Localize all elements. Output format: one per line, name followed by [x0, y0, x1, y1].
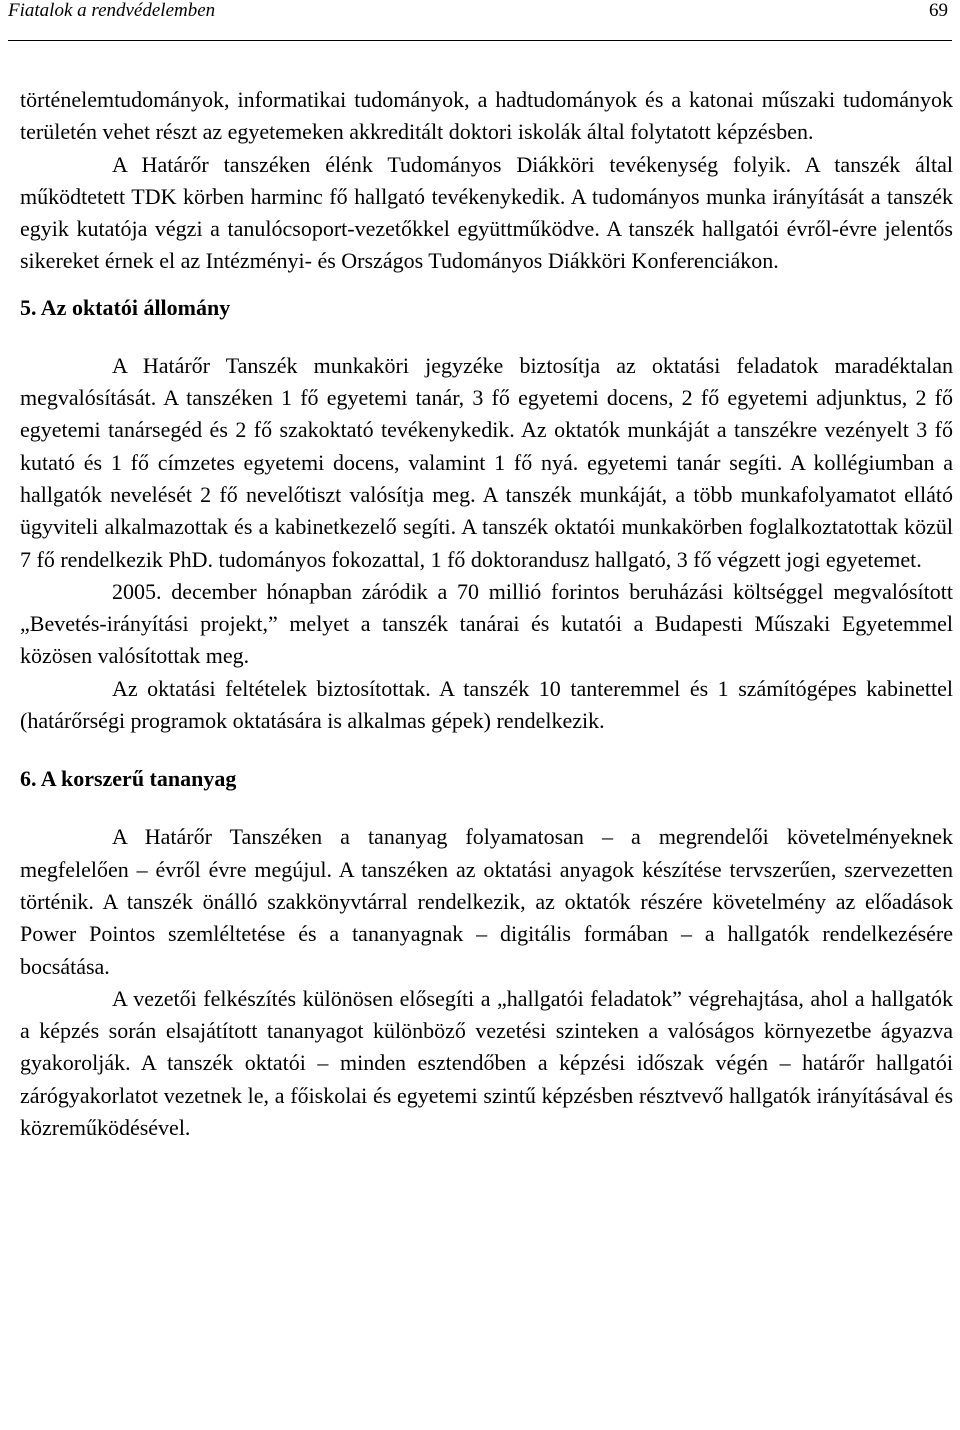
paragraph: A vezetői felkészítés különösen elősegíti a „hallgatói feladatok” végrehajtása, ahol a hallgatók a képzés során elsajátított tananyagot különböző vezetési szinteken a valóságos környezetbe ágyazva gyakorolják. A tanszék oktatói – minden esztendőben a képzési időszak végén – határőr hallgatói zárógyakorlatot vezetnek le, a főiskolai és egyetemi szintű képzésben résztvevő hallgatók irányításával és közreműködésével. — [20, 985, 953, 1141]
paragraph: A Határőr Tanszék munkaköri jegyzéke biztosítja az oktatási feladatok maradéktalan megvalósítását. A tanszéken 1 fő egyetemi tanár, 3 fő egyetemi docens, 2 fő egyetemi adjunktus, 2 fő egyetemi tanársegéd és 2 fő szakoktató tevékenykedik. Az oktatók munkáját a tanszékre vezényelt 3 fő kutató és 1 fő címzetes egyetemi docens, valamint 1 fő nyá. egyetemi tanár segíti. A kollégiumban a hallgatók nevelését 2 fő nevelőtiszt valósítja meg. A tanszék munkáját, a több munkafolyamatot ellátó ügyviteli alkalmazottak és a kabinetkezelő segíti. A tanszék oktatói munkakörben foglalkoztatottak közül 7 fő rendelkezik PhD. tudományos fokozattal, 1 fő doktorandusz hallgató, 3 fő végzett jogi egyetemet. — [20, 352, 953, 572]
page-number: 69 — [929, 0, 948, 21]
paragraph: A Határőr tanszéken élénk Tudományos Diákköri tevékenység folyik. A tanszék által működtetett TDK körben harminc fő hallgató tevékenykedik. A tudományos munka irányítását a tanszék egyik kutatója végzi a tanulócsoport-vezetőkkel együttműködve. A tanszék hallgatói évről-évre jelentős sikereket érnek el az Intézményi- és Országos Tudományos Diákköri Konferenciákon. — [20, 151, 953, 274]
section-heading-5: 5. Az oktatói állomány — [20, 294, 231, 320]
section-heading-6: 6. A korszerű tananyag — [20, 766, 237, 792]
body-text — [20, 84, 953, 1144]
paragraph: A Határőr Tanszéken a tananyag folyamatosan – a megrendelői követelményeknek megfelelően – évről évre megújul. A tanszéken az oktatási anyagok készítése tervszerűen, szervezetten történik. A tanszék önálló szakkönyvtárral rendelkezik, az oktatók részére követelmény az előadások Power Pointos szemléltetése és a tananyagnak – digitális formában – a hallgatók rendelkezésére bocsátása. — [20, 824, 953, 979]
running-header — [8, 0, 952, 41]
paragraph: 2005. december hónapban záródik a 70 millió forintos beruházási költséggel megvalósított „Bevetés-irányítási projekt,” melyet a tanszék tanárai és kutatói a Budapesti Műszaki Egyetemmel közösen valósítottak meg. — [20, 578, 953, 669]
paragraph: történelemtudományok, informatikai tudományok, a hadtudományok és a katonai műszaki tudományok területén vehet részt az egyetemeken akkreditált doktori iskolák által folytatott képzésben. — [20, 87, 953, 145]
journal-title: Fiatalok a rendvédelemben — [8, 0, 216, 21]
paragraph: Az oktatási feltételek biztosítottak. A tanszék 10 tanteremmel és 1 számítógépes kabinettel (határőrségi programok oktatására is alkalmas gépek) rendelkezik. — [20, 675, 953, 734]
